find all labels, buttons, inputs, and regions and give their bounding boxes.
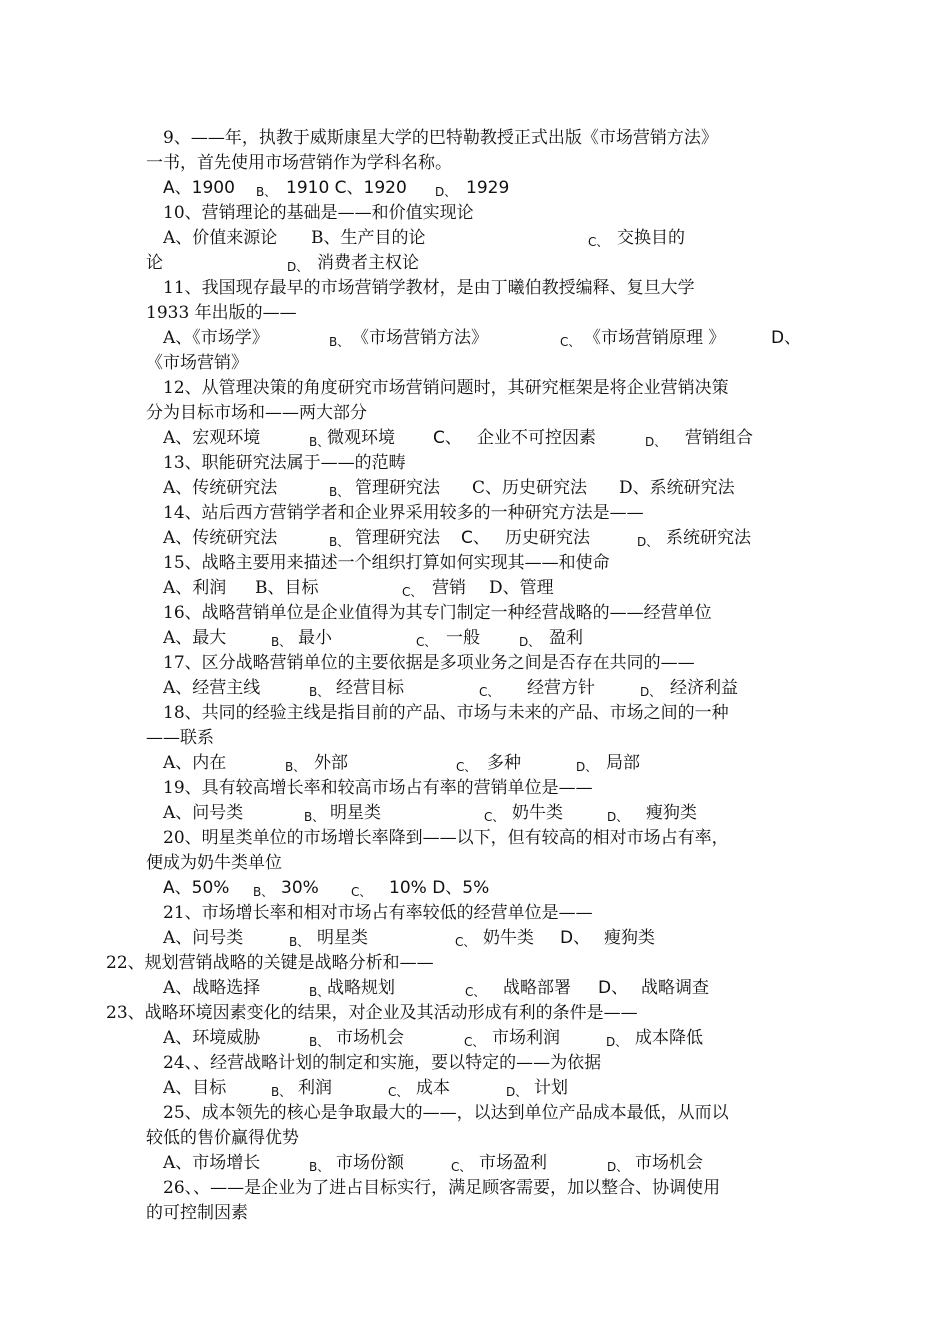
- document-page: 9、——年，执教于威斯康星大学的巴特勒教授正式出版《市场营销方法》 一书，首先使用市场营销作为学科名称。 A、1900 B、 1910 C、1920 D、 1929 10、营销理论的基础是——和价值实现论 A、价值来源论 B、生产目的论 C、 交换目的 论 D、 消费者主权论 11、我国现存最早的市场营销学教材，是由丁曦伯教授编释、复旦大学 1933 年出版的—— A、《市场学》 B、 《市场营销方法》 C、 《市场营销原理 》 D、 《市场营销》 12、从管理决策的角度研究市场营销问题时，其研究框架是将企业营销决策 分为目标市场和——两大部分 A、宏观环境 B、 微观环境 C、 企业不可控因素 D、 营销组合 13、职能研究法属于——的范畴 A、传统研究法 B、 管理研究法 C、历史研究法 D、系统研究法 14、站后西方营销学者和企业界采用较多的一种研究方法是—— A、传统研究法 B、 管理研究法 C、 历史研究法 D、 系统研究法 15、战略主要用来描述一个组织打算如何实现其——和使命 A、利润 B、目标 C、 营销 D、管理 16、战略营销单位是企业值得为其专门制定一种经营战略的——经营单位 A、最大 B、 最小 C、 一般 D、 盈利 17、区分战略营销单位的主要依据是多项业务之间是否存在共同的—— A、经营主线 B、 经营目标 C、 经营方针 D、 经济利益 18、共同的经验主线是指目前的产品、市场与未来的产品、市场之间的一种 ——联系 A、内在 B、 外部 C、 多种 D、 局部 19、具有较高增长率和较高市场占有率的营销单位是—— A、问号类 B、 明星类 C、 奶牛类 D、 瘦狗类 20、明星类单位的市场增长率降到——以下，但有较高的相对市场占有率， 便成为奶牛类单位 A、50% B、 30% C、 10% D、5% 21、市场增长率和相对市场占有率较低的经营单位是—— A、问号类 B、 明星类 C、 奶牛类 D、 瘦狗类 22、规划营销战略的关键是战略分析和—— A、战略选择 B、 战略规划 C、 战略部署 D、 战略调查 23、战略环境因素变化的结果，对企业及其活动形成有利的条件是—— A、环境威胁 B、 市场机会 C、 市场利润 D、 成本降低 24、、经营战略计划的制定和实施，要以特定的——为依据 A、目标 B、 利润 C、 成本 D、 计划 25、成本领先的核心是争取最大的——，以达到单位产品成本最低，从而以 较低的售价赢得优势 A、市场增长 B、 市场份额 C、 市场盈利 D、 市场机会 26、、——是企业为了进占目标实行，满足顾客需要，加以整合、协调使用 的可控制因素: [106, 128, 802, 1223]
